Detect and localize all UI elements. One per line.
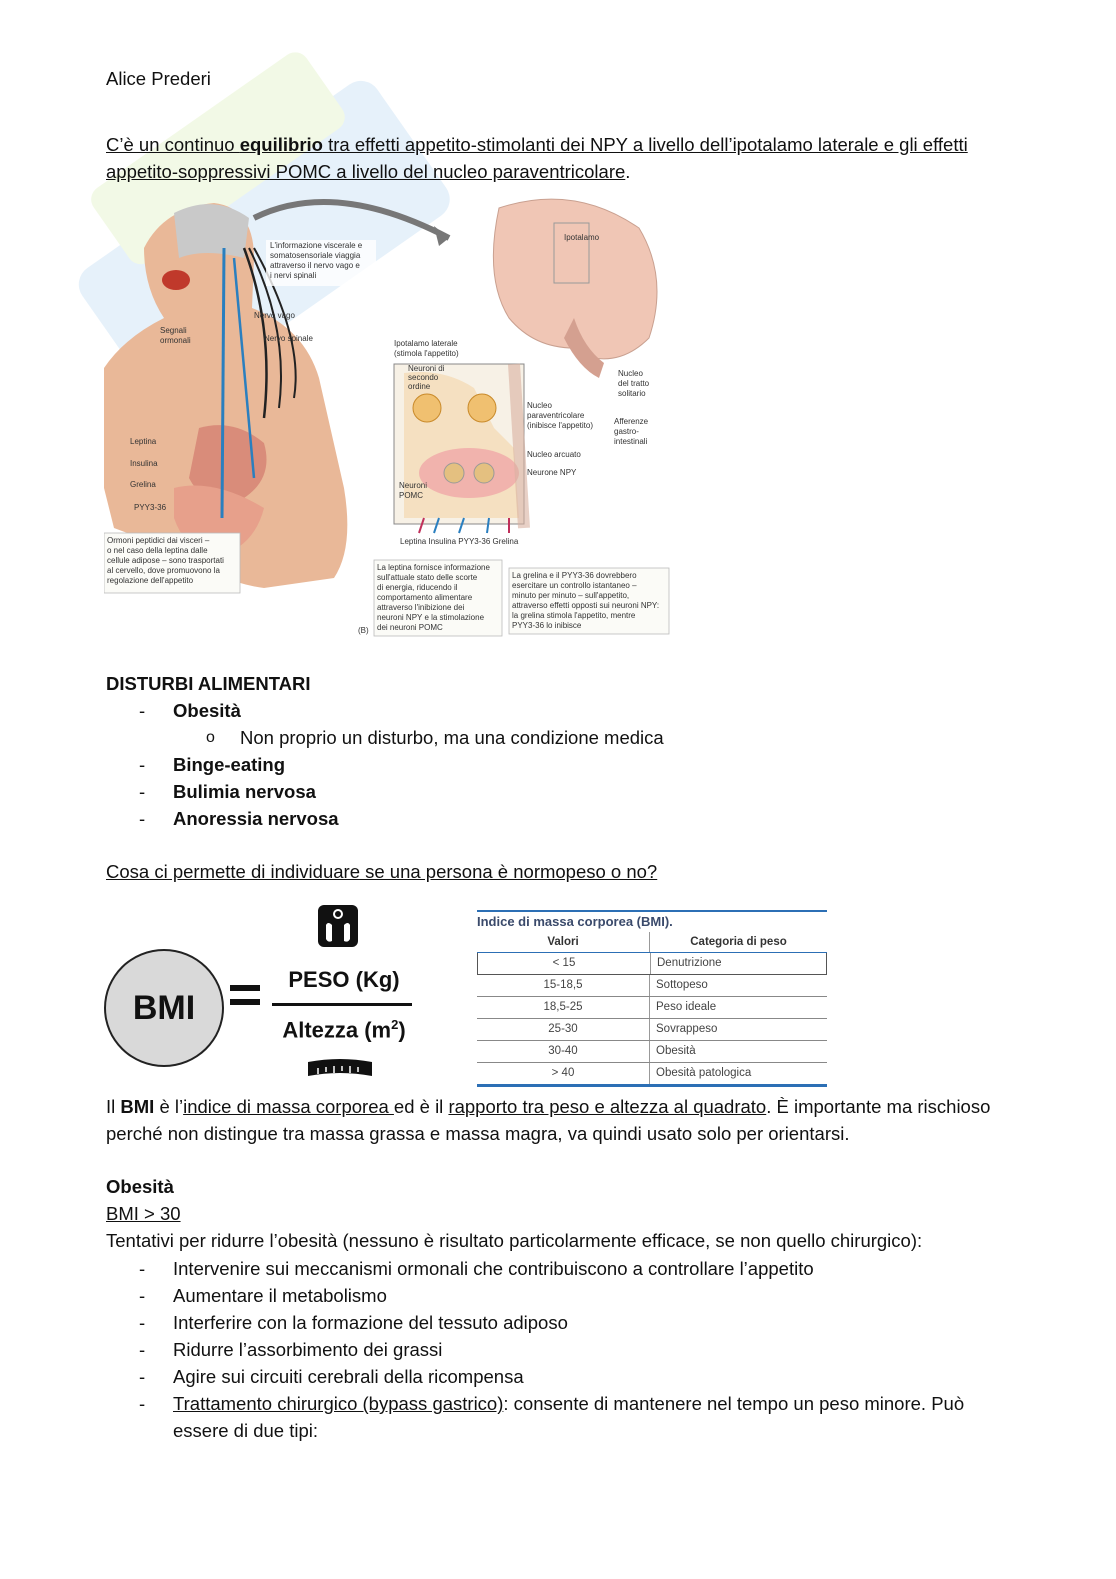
label-nervo-vago: Nervo vago — [254, 311, 295, 320]
label-grelina: Grelina — [130, 480, 156, 489]
bmi-paragraph-line-1 — [106, 1094, 990, 1120]
bmi-para-underline: rapporto tra peso e altezza al quadrato — [448, 1096, 767, 1117]
bmi-table-header — [477, 932, 827, 953]
cell-category: Sottopeso — [656, 979, 708, 991]
author-name: Alice Prederi — [106, 68, 211, 89]
denominator-exponent: 2 — [391, 1017, 399, 1032]
equals-sign — [230, 985, 260, 1013]
label-leptina: Leptina — [130, 437, 157, 446]
document-page: Alice Prederi C’è un continuo equilibrio tra effetti appetito-stimolanti dei NPY a livello dell’ipotalamo laterale e gli effetti appetito-soppressivi POMC a livello del nucleo paraventricolare. L'informazione viscerale e somatosensoriale viaggia attraverso il nervo vago e i nervi spinali Nervo vago Nervo spinale Segnali ormonali Leptina Insulina Grelina PYY3-36 Ormoni peptidici dai visceri – o nel caso della leptina dalle cellule adipose – sono trasportati al cervello, dove promuovono la regolazione dell'appetito Ipotalamo Ipotalamo laterale (stimola l'appetito) Neuroni di secondo ordine Nucleo paraventricolare (inibisce l'appetito) Nucleo del tratto solitario Afferenze gastro-intestinali Nucleo arcuato Neurone NPY Neuroni POMC Leptina Insulina PYY3-36 Grelina La leptina fornisce informazione sull'attuale stato delle scorte di energia, riducendo il comportamento alimentare attraverso l'inibizione dei neuroni NPY e la stimolazione dei neuroni POMC La grelina e il PYY3-36 dovrebbero esercitare un controllo istantaneo – minuto per minuto – sull'appetito, attraverso effetti opposti sui neuroni NPY: la grelina stimola l'appetito, mentre PYY3-36 lo inibisce (B) DISTURBI ALIMENTARI - Obesità o Non proprio un disturbo, ma una condizione medica - Binge-eating - Bulimia nervosa - Anoressia nervosa Cosa ci permette di individuare se una persona è normopeso o no? BMI PESO (Kg) Altezza $(m^2)$ Indice di massa corporea (BMI). Valori Categoria di peso < 15 Denutrizione 15-18,5 Sottopeso 18,5-25 Peso ideale 25-30 Sovrappeso 30-40 Obesità > 40 Obesità patologica Il BMI è l’indice di massa corporea ed è il rapporto tra peso e altezza al quadrato. È importante ma rischioso perché non distingue tra massa grassa e massa magra, va quindi usato solo per orientarsi. Obesità BMI > 30 Tentativi per ridurre l’obesità (nessuno è risultato particolarmente efficace, se non quello chirurgico): - Intervenire sui meccanismi ormonali che contribuiscono a controllare l’appetito - Aumentare il metabolismo - Interferire con la formazione del tessuto adiposo - Ridurre l’assorbimento dei grassi - Agire sui circuiti cerebrali della ricompensa - Trattamento chirurgico (bypass gastrico): consente di mantenere nel tempo un peso minore. Può essere di due tipi: — [0, 0, 1116, 1579]
disturbi-item-obesita: Obesità — [173, 700, 241, 721]
disturbi-item-anoressia: Anoressia nervosa — [173, 808, 339, 829]
obesita-item: Aumentare il metabolismo — [173, 1285, 387, 1306]
cell-value: 25-30 — [477, 1019, 650, 1040]
label-ipotalamo: Ipotalamo — [564, 233, 600, 242]
obesita-item: Ridurre l’assorbimento dei grassi — [173, 1339, 443, 1360]
cell-value: 15-18,5 — [477, 975, 650, 996]
bmi-para-underline: indice di massa corporea — [183, 1096, 394, 1117]
disturbi-item-binge: Binge-eating — [173, 754, 286, 775]
obesita-title: Obesità — [106, 1176, 174, 1197]
label-nucleo-para: Nucleo paraventricolare (inibisce l'appetito) — [527, 401, 594, 430]
denominator-close: ) — [398, 1017, 406, 1043]
obesita-item: Agire sui circuiti cerebrali della ricompensa — [173, 1366, 524, 1387]
cell-category: Peso ideale — [656, 1001, 717, 1013]
obesita-intro: Tentativi per ridurre l’obesità (nessuno è risultato particolarmente efficace, se non quello chirurgico): — [106, 1230, 923, 1251]
scale-icon — [316, 903, 360, 949]
cell-category: Obesità — [656, 1045, 696, 1057]
brain-illustration — [493, 199, 657, 378]
bmi-para-text: . È importante ma rischioso — [766, 1096, 991, 1117]
table-row — [477, 997, 827, 1019]
table-row — [477, 1041, 827, 1063]
intro-line-1 — [106, 132, 968, 158]
label-nucleo-tratto: Nucleo del tratto solitario — [618, 369, 650, 398]
bmi-table — [477, 910, 827, 1087]
intro-line-2-end: . — [625, 161, 631, 182]
obesita-bmi: BMI > 30 — [106, 1203, 181, 1224]
cell-category: Obesità patologica — [656, 1067, 752, 1079]
header-categoria: Categoria di peso — [690, 936, 787, 948]
label-panel: (B) — [358, 626, 369, 635]
bmi-para-text: Il — [106, 1096, 121, 1117]
bmi-para-text: è l’ — [154, 1096, 184, 1117]
bmi-paragraph-line-2: perché non distingue tra massa grassa e massa magra, va quindi usato solo per orientarsi. — [106, 1123, 850, 1144]
cell-category: Sovrappeso — [656, 1023, 718, 1035]
obesita-item: Interferire con la formazione del tessuto adiposo — [173, 1312, 568, 1333]
cell-category: Denutrizione — [657, 957, 722, 969]
label-segnali: Segnali ormonali — [160, 326, 191, 345]
fig-note-grelina: La grelina e il PYY3-36 dovrebbero esercitare un controllo istantaneo – minuto per minuto – sull'appetito, attraverso effetti opposti sui neuroni NPY: la grelina stimola l'appetito, mentre PYY3-36 lo inibisce — [512, 571, 660, 630]
surgery-text: : consente di mantenere nel tempo un peso minore. Può — [503, 1393, 965, 1414]
question-text: Cosa ci permette di individuare se una persona è normopeso o no? — [106, 861, 658, 882]
appetite-regulation-figure — [104, 188, 684, 643]
table-row — [477, 1019, 827, 1041]
cell-value: 18,5-25 — [477, 997, 650, 1018]
intro-line-2 — [106, 159, 630, 185]
bmi-numerator: PESO (Kg) — [288, 967, 400, 992]
intro-text: C’è un continuo — [106, 134, 240, 155]
cell-value: < 15 — [478, 953, 651, 974]
bmi-para-bold: BMI — [120, 1096, 155, 1117]
surgery-underline: Trattamento chirurgico (bypass gastrico) — [173, 1393, 504, 1414]
cell-value: 30-40 — [477, 1041, 650, 1062]
intro-line-2-text: appetito-soppressivi POMC a livello del nucleo paraventricolare — [106, 161, 626, 182]
fig-note-left: L'informazione viscerale e somatosensoriale viaggia attraverso il nervo vago e i nervi spinali — [270, 241, 363, 280]
label-nervo-spinale: Nervo spinale — [264, 334, 313, 343]
table-row — [477, 975, 827, 997]
label-pyy: PYY3-36 — [134, 503, 167, 512]
obesita-item-surgery — [173, 1391, 964, 1417]
label-bottom-hormones: Leptina Insulina PYY3-36 Grelina — [400, 537, 519, 546]
intro-bold: equilibrio — [239, 134, 323, 155]
label-neurone-npy: Neurone NPY — [527, 468, 577, 477]
disturbi-sub-obesita: Non proprio un disturbo, ma una condizione medica — [240, 727, 664, 748]
bmi-denominator — [270, 1017, 418, 1043]
label-neuroni-pomc: Neuroni POMC — [399, 481, 428, 500]
header-valori: Valori — [477, 932, 650, 952]
intro-text-rest: tra effetti appetito-stimolanti dei NPY a livello dell’ipotalamo laterale e gli effetti — [322, 134, 968, 155]
bmi-circle: BMI — [104, 949, 224, 1067]
bmi-table-title: Indice di massa corporea (BMI). — [477, 914, 673, 929]
fig-note-leptina: La leptina fornisce informazione sull'attuale stato delle scorte di energia, riducendo il comportamento alimentare attraverso l'inibizione dei neuroni NPY e la stimolazione dei neuroni POMC — [377, 563, 490, 632]
obesita-item-surgery-line-2: essere di due tipi: — [173, 1420, 319, 1441]
fig-note-ormoni: Ormoni peptidici dai visceri – o nel caso della leptina dalle cellule adipose – sono trasportati al cervello, dove promuovono la regolazione dell'appetito — [107, 536, 224, 585]
label-nucleo-arcuato: Nucleo arcuato — [527, 450, 581, 459]
table-row — [477, 953, 827, 975]
table-row — [477, 1063, 827, 1084]
cell-value: > 40 — [477, 1063, 650, 1084]
disturbi-item-bulimia: Bulimia nervosa — [173, 781, 316, 802]
label-ipotalamo-laterale: Ipotalamo laterale (stimola l'appetito) — [394, 339, 459, 358]
denominator-text: Altezza (m — [282, 1017, 392, 1043]
bmi-formula — [104, 893, 434, 1083]
label-afferenze: Afferenze gastro-intestinali — [614, 417, 649, 446]
label-neuroni-secondo: Neuroni di secondo ordine — [408, 364, 445, 391]
fraction-line — [272, 1003, 412, 1006]
bmi-para-text: ed è il — [393, 1096, 449, 1117]
obesita-item: Intervenire sui meccanismi ormonali che contribuiscono a controllare l’appetito — [173, 1258, 814, 1279]
label-insulina: Insulina — [130, 459, 158, 468]
disturbi-title: DISTURBI ALIMENTARI — [106, 673, 311, 694]
measuring-tape-icon — [304, 1056, 376, 1080]
